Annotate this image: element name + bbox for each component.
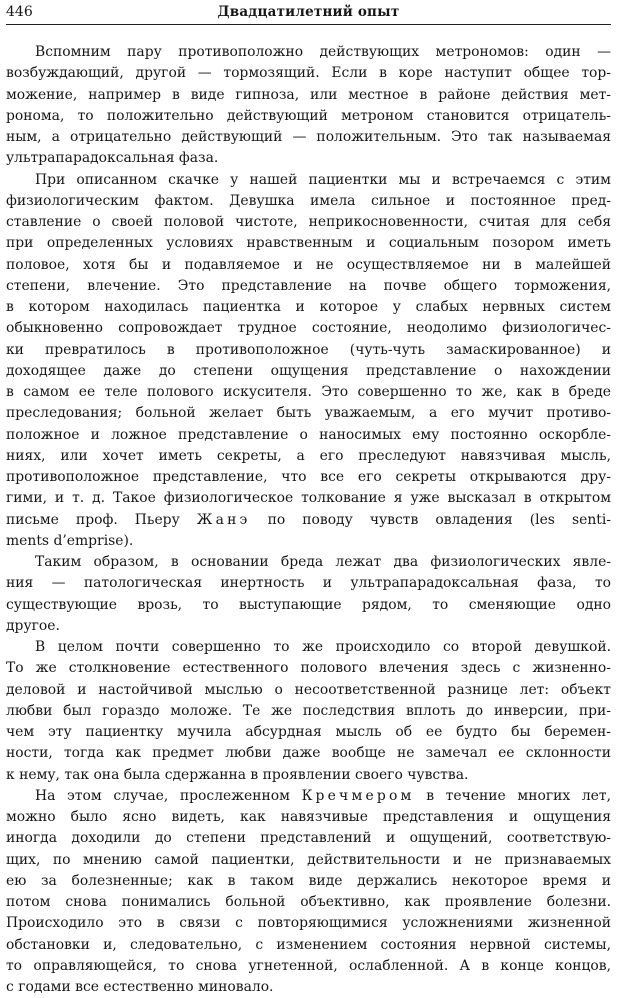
text-line: письме проф. Пьеру Жанэ по поводу чувств овладения (les senti- <box>6 511 611 528</box>
text-line: На этом случае, прослеженном Кречмером в течение многих лет, <box>35 787 611 804</box>
paragraph <box>6 637 611 786</box>
text-line: любви был гораздо моложе. Те же последствия вплоть до инверсии, при- <box>6 702 611 719</box>
text-line: ки превратилось в противоположное (чуть-чуть замаскированное) и <box>6 341 611 358</box>
text-line: половое, хотя бы и подавляемое и не осуществляемое ни в малейшей <box>6 256 611 273</box>
text-line: ments d’emprise). <box>6 532 134 549</box>
text-line: Вспомним пару противоположно действующих метрономов: один — <box>35 44 611 60</box>
text-line: потом снова понимались больной объективно, как проявление болезни. <box>6 894 611 910</box>
text-line: в котором находилась пациентка и которое у слабых нервных систем <box>6 299 611 315</box>
text-line: ным, а отрицательно действующий — положительным. Это так называемая <box>6 129 611 145</box>
text-line: ультрапарадоксальная фаза. <box>6 150 219 167</box>
text-line: положное и ложное представление о наносимых ему постоянно оскорбле- <box>6 426 611 443</box>
text-line: гими, и т. д. Такое физиологическое толкование я уже высказал в открытом <box>6 490 611 507</box>
text-line: можно было ясно видеть, как навязчивые представления и ощущения <box>6 809 611 825</box>
text-line: щих, по мнению самой пациентки, действительности и не признаваемых <box>6 851 611 868</box>
text-line: ния — патологическая инертность и ультрапарадоксальная фаза, то <box>6 575 611 592</box>
text-line: чем эту пациентку мучила абсурдная мысль об ее будто бы беремен- <box>6 724 611 740</box>
text-line: противоположное представление, что все его секреты открываются дру- <box>6 469 611 485</box>
text-line: ности, тогда как предмет любви даже вообще не замечал ее склонности <box>6 745 611 762</box>
text-line: другое. <box>6 617 60 634</box>
text-line: с годами все естественно миновало. <box>6 979 274 995</box>
text-line: возбуждающий, другой — тормозящий. Если в коре наступит общее тор- <box>6 65 611 82</box>
text-line: В целом почти совершенно то же происходило со второй девушкой. <box>35 639 611 655</box>
text-line: Происходило это в связи с повторяющимися усложнениями жизненной <box>6 915 611 932</box>
paragraph <box>6 170 611 553</box>
text-line: ниях, или хочет иметь секреты, а его преследуют навязчивая мысль, <box>6 447 611 464</box>
text-line: степени, влечение. Это представление на почве общего торможения, <box>6 277 611 294</box>
text-line: ронома, то положительно действующий метроном становится отрицатель- <box>6 107 611 124</box>
text-line: обстановки и, следовательно, с изменением состояния нервной системы, <box>6 936 611 953</box>
text-line: иногда доходили до степени представлений и ощущений, соответствую- <box>6 830 611 847</box>
text-line: при определенных условиях нравственным и социальным позором иметь <box>6 235 611 252</box>
text-line: то оправляющейся, то снова угнетенной, ослабленной. А в конце концов, <box>6 957 611 974</box>
text-line: доходящее даже до степени ощущения представление о нахождении <box>6 362 611 379</box>
paragraph <box>6 786 611 998</box>
paragraph <box>6 552 611 637</box>
page-number: 446 <box>6 4 33 20</box>
text-line: к нему, так она была сдержанна в проявлении своего чувства. <box>6 766 469 783</box>
text-line: деловой и настойчивой мыслью о несоответственной разнице лет: объект <box>6 681 611 698</box>
text-line: можение, например в виде гипноза, или местное в районе действия мет- <box>6 86 611 103</box>
text-line: ею за болезненные; как в таком виде держались некоторое время и <box>6 872 611 889</box>
page-body <box>6 42 611 998</box>
text-line: обыкновенно сопровождает трудное состояние, неодолимо физиологичес- <box>6 320 611 337</box>
text-line: Таким образом, в основании бреда лежат два физиологических явле- <box>35 554 611 570</box>
text-line: физиологическим фактом. Девушка имела сильное и постоянное пред- <box>6 192 611 209</box>
spaced-surname: Жанэ <box>196 511 251 528</box>
text-line: в самом ее теле полового искусителя. Это совершенно то же, как в бреде <box>6 384 611 400</box>
text-line: преследования; больной желает быть уважаемым, а его мучит противо- <box>6 405 611 422</box>
text-line: При описанном скачке у нашей пациентки мы и встречаемся с этим <box>35 171 611 188</box>
paragraph <box>6 42 611 170</box>
text-line: ставление о своей половой чистоте, неприкосновенности, считая для себя <box>6 214 611 230</box>
page-header <box>6 2 611 25</box>
spaced-surname: Кречмером <box>301 787 415 804</box>
text-line: То же столкновение естественного полового влечения здесь с жизненно- <box>6 660 611 677</box>
text-line: существующие врозь, то выступающие рядом, то сменяющие одно <box>6 596 611 613</box>
running-title: Двадцатилетний опыт <box>217 4 400 20</box>
